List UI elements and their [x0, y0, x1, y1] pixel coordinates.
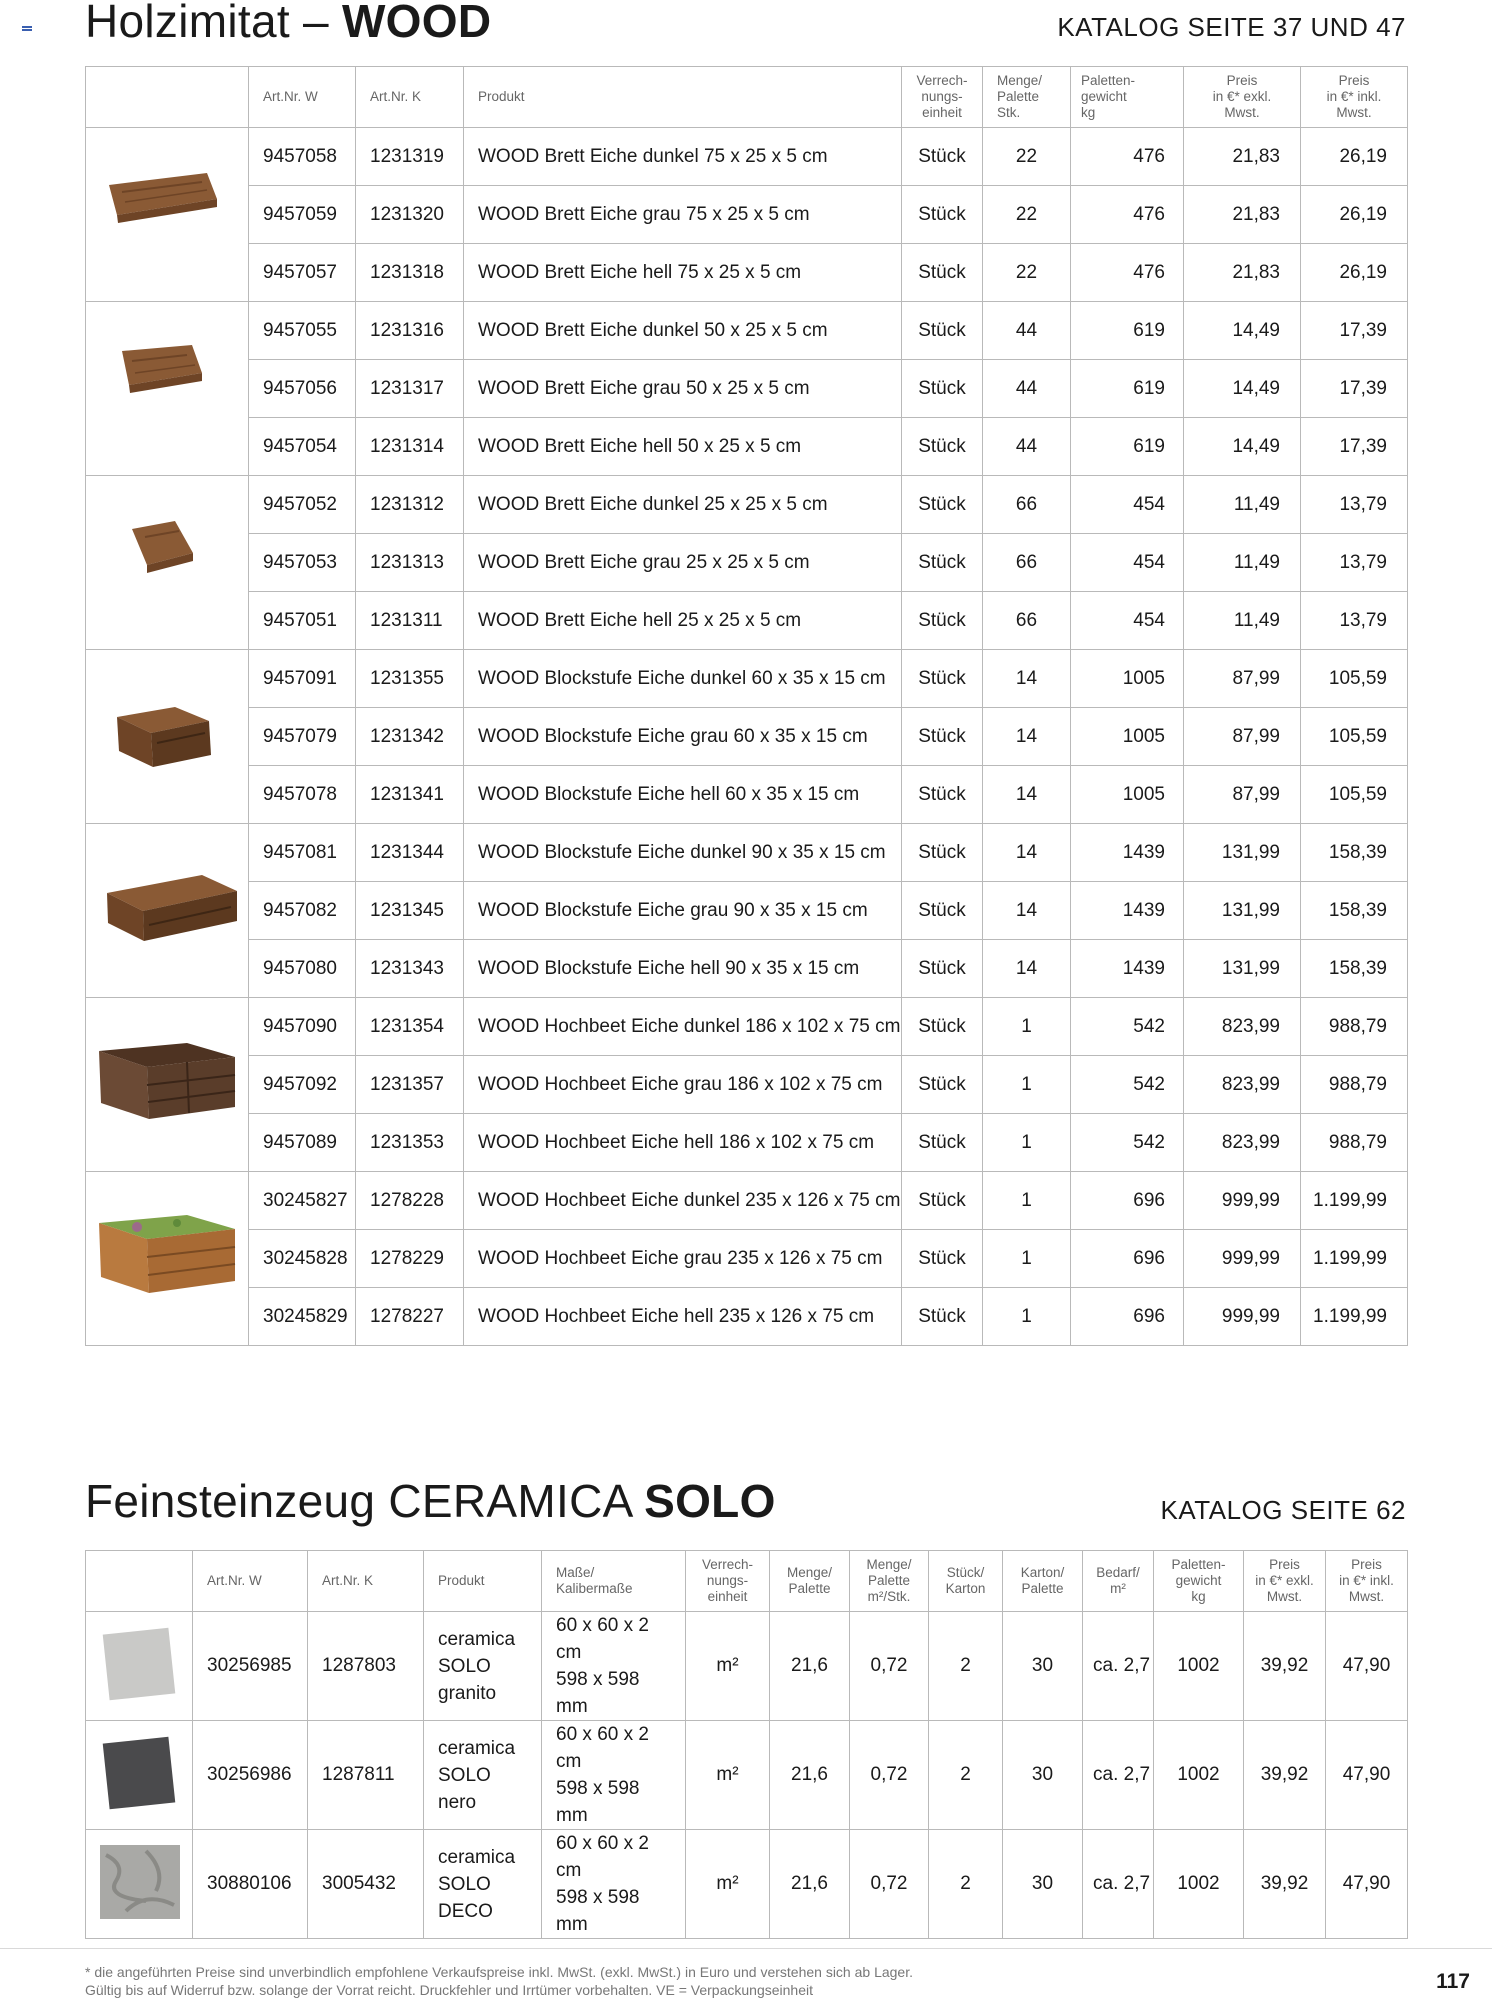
cell-menge: 66 — [983, 476, 1071, 534]
cell-ve: m² — [686, 1830, 770, 1939]
cell-art-k: 1231320 — [356, 186, 464, 244]
cell-produkt: WOOD Hochbeet Eiche dunkel 186 x 102 x 75 cm — [464, 998, 902, 1056]
product-image-cell — [86, 128, 249, 302]
cell-art-k: 1231344 — [356, 824, 464, 882]
cell-gewicht: 542 — [1071, 1114, 1184, 1172]
cell-ve: Stück — [902, 882, 983, 940]
cell-preis-exkl: 131,99 — [1184, 882, 1301, 940]
header-produkt: Produkt — [464, 67, 902, 128]
cell-produkt: WOOD Brett Eiche grau 75 x 25 x 5 cm — [464, 186, 902, 244]
cell-art-k: 1231318 — [356, 244, 464, 302]
cell-art-w: 9457051 — [249, 592, 356, 650]
cell-produkt: ceramica SOLO nero — [424, 1721, 542, 1830]
solo-header-row — [86, 1551, 1408, 1612]
cell-ve: Stück — [902, 766, 983, 824]
cell-art-w: 9457052 — [249, 476, 356, 534]
cell-art-k: 1278228 — [356, 1172, 464, 1230]
cell-preis-exkl: 87,99 — [1184, 708, 1301, 766]
header-preis-exkl: Preis in €* exkl. Mwst. — [1184, 67, 1301, 128]
cell-preis-exkl: 11,49 — [1184, 592, 1301, 650]
product-image-cell — [86, 1172, 249, 1346]
cell-ve: Stück — [902, 708, 983, 766]
cell-ve: Stück — [902, 940, 983, 998]
cell-ve: Stück — [902, 1288, 983, 1346]
cell-produkt: WOOD Brett Eiche dunkel 75 x 25 x 5 cm — [464, 128, 902, 186]
cell-menge: 66 — [983, 534, 1071, 592]
cell-art-k: 1287811 — [308, 1721, 424, 1830]
cell-art-w: 9457082 — [249, 882, 356, 940]
cell-preis-exkl: 39,92 — [1244, 1612, 1326, 1721]
cell-preis-inkl: 26,19 — [1301, 186, 1408, 244]
cell-ve: Stück — [902, 244, 983, 302]
header-masse: Maße/ Kalibermaße — [542, 1551, 686, 1612]
cell-stueck-karton: 2 — [929, 1612, 1003, 1721]
table-row — [86, 534, 1408, 592]
footnote — [85, 1963, 913, 1999]
cell-produkt: WOOD Blockstufe Eiche dunkel 60 x 35 x 15 cm — [464, 650, 902, 708]
cell-stueck-karton: 2 — [929, 1721, 1003, 1830]
header-art-k: Art.Nr. K — [308, 1551, 424, 1612]
table-row — [86, 302, 1408, 360]
cell-art-k: 1231312 — [356, 476, 464, 534]
brett-50-photo — [87, 311, 247, 461]
cell-art-k: 1231354 — [356, 998, 464, 1056]
cell-gewicht: 619 — [1071, 302, 1184, 360]
header-preis-inkl: Preis in €* inkl. Mwst. — [1301, 67, 1408, 128]
cell-menge: 66 — [983, 592, 1071, 650]
product-image-cell — [86, 824, 249, 998]
cell-art-k: 1231317 — [356, 360, 464, 418]
cell-preis-inkl: 17,39 — [1301, 302, 1408, 360]
cell-gewicht: 476 — [1071, 244, 1184, 302]
table-row — [86, 592, 1408, 650]
table-row — [86, 940, 1408, 998]
cell-produkt: WOOD Blockstufe Eiche hell 60 x 35 x 15 cm — [464, 766, 902, 824]
cell-art-w: 9457055 — [249, 302, 356, 360]
table-row — [86, 882, 1408, 940]
cell-preis-exkl: 999,99 — [1184, 1288, 1301, 1346]
product-image-cell — [86, 476, 249, 650]
cell-art-w: 9457089 — [249, 1114, 356, 1172]
product-image-cell — [86, 1612, 193, 1721]
blockstufe-90-photo — [87, 833, 247, 983]
cell-art-k: 1231313 — [356, 534, 464, 592]
blockstufe-60-photo — [87, 659, 247, 809]
cell-ve: Stück — [902, 998, 983, 1056]
cell-menge: 22 — [983, 186, 1071, 244]
cell-menge: 14 — [983, 650, 1071, 708]
footnote-line-1: * die angeführten Preise sind unverbindlich empfohlene Verkaufspreise inkl. MwSt. (exkl. MwSt.) in Euro und verstehen sich ab Lager. — [85, 1964, 913, 1980]
cell-karton-palette: 30 — [1003, 1830, 1083, 1939]
cell-preis-exkl: 14,49 — [1184, 302, 1301, 360]
cell-preis-exkl: 999,99 — [1184, 1172, 1301, 1230]
cell-ve: Stück — [902, 128, 983, 186]
cell-art-k: 1231341 — [356, 766, 464, 824]
table-row — [86, 1288, 1408, 1346]
cell-ve: m² — [686, 1721, 770, 1830]
cell-preis-inkl: 988,79 — [1301, 1056, 1408, 1114]
cell-menge: 22 — [983, 244, 1071, 302]
cell-preis-exkl: 823,99 — [1184, 1114, 1301, 1172]
header-ve: Verrech- nungs- einheit — [686, 1551, 770, 1612]
cell-gewicht: 1002 — [1154, 1612, 1244, 1721]
cell-gewicht: 1002 — [1154, 1830, 1244, 1939]
cell-bedarf: ca. 2,7 — [1083, 1721, 1154, 1830]
header-stueck-karton: Stück/ Karton — [929, 1551, 1003, 1612]
cell-preis-exkl: 21,83 — [1184, 128, 1301, 186]
cell-art-k: 1231357 — [356, 1056, 464, 1114]
header-art-w: Art.Nr. W — [193, 1551, 308, 1612]
cell-menge-m2: 0,72 — [850, 1830, 929, 1939]
cell-ve: Stück — [902, 1230, 983, 1288]
cell-art-w: 9457054 — [249, 418, 356, 476]
cell-menge: 1 — [983, 1114, 1071, 1172]
cell-preis-inkl: 158,39 — [1301, 824, 1408, 882]
table-row — [86, 766, 1408, 824]
cell-preis-exkl: 39,92 — [1244, 1830, 1326, 1939]
table-row — [86, 360, 1408, 418]
cell-art-k: 1231343 — [356, 940, 464, 998]
cell-preis-inkl: 13,79 — [1301, 534, 1408, 592]
header-bedarf: Bedarf/ m² — [1083, 1551, 1154, 1612]
cell-art-w: 30245829 — [249, 1288, 356, 1346]
header-preis-exkl: Preis in €* exkl. Mwst. — [1244, 1551, 1326, 1612]
brett-75-photo — [87, 137, 247, 287]
cell-preis-inkl: 158,39 — [1301, 882, 1408, 940]
cell-preis-inkl: 17,39 — [1301, 360, 1408, 418]
cell-menge: 21,6 — [770, 1830, 850, 1939]
table-row — [86, 1830, 1408, 1939]
page-number: 117 — [1436, 1970, 1470, 1993]
cell-preis-inkl: 105,59 — [1301, 650, 1408, 708]
header-produkt: Produkt — [424, 1551, 542, 1612]
header-image — [86, 67, 249, 128]
cell-masse: 60 x 60 x 2 cm 598 x 598 mm — [542, 1830, 686, 1939]
cell-preis-exkl: 823,99 — [1184, 998, 1301, 1056]
cell-art-w: 9457056 — [249, 360, 356, 418]
cell-menge: 21,6 — [770, 1612, 850, 1721]
cell-preis-inkl: 17,39 — [1301, 418, 1408, 476]
cell-menge: 14 — [983, 940, 1071, 998]
cell-gewicht: 1005 — [1071, 766, 1184, 824]
cell-menge: 14 — [983, 708, 1071, 766]
cell-produkt: WOOD Hochbeet Eiche grau 235 x 126 x 75 cm — [464, 1230, 902, 1288]
wood-header-row — [86, 67, 1408, 128]
cell-art-k: 1231353 — [356, 1114, 464, 1172]
table-row — [86, 1114, 1408, 1172]
table-row — [86, 244, 1408, 302]
cell-gewicht: 476 — [1071, 186, 1184, 244]
cell-art-w: 9457091 — [249, 650, 356, 708]
hochbeet-186-photo — [87, 1007, 247, 1157]
cell-art-w: 9457092 — [249, 1056, 356, 1114]
cell-art-k: 1231345 — [356, 882, 464, 940]
solo-product-table — [85, 1550, 1408, 1939]
table-row — [86, 1230, 1408, 1288]
cell-gewicht: 619 — [1071, 360, 1184, 418]
cell-gewicht: 619 — [1071, 418, 1184, 476]
cell-ve: Stück — [902, 418, 983, 476]
cell-art-k: 1287803 — [308, 1612, 424, 1721]
cell-preis-exkl: 131,99 — [1184, 940, 1301, 998]
cell-art-w: 30256985 — [193, 1612, 308, 1721]
cell-ve: Stück — [902, 1114, 983, 1172]
brett-25-photo — [87, 485, 247, 635]
cell-menge-m2: 0,72 — [850, 1612, 929, 1721]
cell-preis-exkl: 11,49 — [1184, 476, 1301, 534]
cell-masse: 60 x 60 x 2 cm 598 x 598 mm — [542, 1612, 686, 1721]
cell-gewicht: 454 — [1071, 534, 1184, 592]
cell-preis-inkl: 47,90 — [1326, 1830, 1408, 1939]
cell-preis-exkl: 21,83 — [1184, 186, 1301, 244]
cell-menge-m2: 0,72 — [850, 1721, 929, 1830]
cell-preis-inkl: 158,39 — [1301, 940, 1408, 998]
cell-ve: Stück — [902, 476, 983, 534]
cell-produkt: ceramica SOLO granito — [424, 1612, 542, 1721]
cell-preis-inkl: 1.199,99 — [1301, 1230, 1408, 1288]
tile-nero-swatch — [86, 1722, 192, 1822]
cell-produkt: WOOD Blockstufe Eiche hell 90 x 35 x 15 cm — [464, 940, 902, 998]
cell-gewicht: 1439 — [1071, 882, 1184, 940]
cell-preis-inkl: 1.199,99 — [1301, 1288, 1408, 1346]
cell-menge: 14 — [983, 824, 1071, 882]
cell-art-w: 9457080 — [249, 940, 356, 998]
cell-menge: 1 — [983, 1230, 1071, 1288]
cell-ve: m² — [686, 1612, 770, 1721]
cell-preis-exkl: 999,99 — [1184, 1230, 1301, 1288]
cell-produkt: ceramica SOLO DECO — [424, 1830, 542, 1939]
table-row — [86, 650, 1408, 708]
header-art-k: Art.Nr. K — [356, 67, 464, 128]
cell-menge: 1 — [983, 1172, 1071, 1230]
cell-menge: 1 — [983, 1288, 1071, 1346]
cell-gewicht: 1002 — [1154, 1721, 1244, 1830]
product-image-cell — [86, 650, 249, 824]
header-karton-palette: Karton/ Palette — [1003, 1551, 1083, 1612]
cell-produkt: WOOD Hochbeet Eiche dunkel 235 x 126 x 75 cm — [464, 1172, 902, 1230]
table-row — [86, 824, 1408, 882]
cell-menge: 1 — [983, 998, 1071, 1056]
cell-art-w: 9457053 — [249, 534, 356, 592]
cell-gewicht: 542 — [1071, 998, 1184, 1056]
tile-granito-swatch — [86, 1613, 192, 1713]
cell-menge: 44 — [983, 418, 1071, 476]
cell-produkt: WOOD Hochbeet Eiche hell 235 x 126 x 75 cm — [464, 1288, 902, 1346]
cell-gewicht: 696 — [1071, 1172, 1184, 1230]
wood-catalog-ref: KATALOG SEITE 37 UND 47 — [1057, 12, 1406, 42]
cell-produkt: WOOD Brett Eiche hell 25 x 25 x 5 cm — [464, 592, 902, 650]
cell-gewicht: 542 — [1071, 1056, 1184, 1114]
wood-product-table — [85, 66, 1408, 1346]
cell-preis-inkl: 13,79 — [1301, 476, 1408, 534]
cell-gewicht: 1439 — [1071, 940, 1184, 998]
cell-preis-exkl: 87,99 — [1184, 766, 1301, 824]
cell-ve: Stück — [902, 302, 983, 360]
cell-art-w: 30245827 — [249, 1172, 356, 1230]
table-row — [86, 1056, 1408, 1114]
cell-ve: Stück — [902, 650, 983, 708]
cell-preis-exkl: 14,49 — [1184, 360, 1301, 418]
table-row — [86, 1172, 1408, 1230]
cell-stueck-karton: 2 — [929, 1830, 1003, 1939]
cell-bedarf: ca. 2,7 — [1083, 1612, 1154, 1721]
cell-preis-inkl: 988,79 — [1301, 1114, 1408, 1172]
table-row — [86, 1612, 1408, 1721]
menu-icon[interactable] — [22, 26, 32, 34]
header-menge: Menge/ Palette Stk. — [983, 67, 1071, 128]
cell-produkt: WOOD Brett Eiche grau 25 x 25 x 5 cm — [464, 534, 902, 592]
header-gewicht: Paletten- gewicht kg — [1071, 67, 1184, 128]
cell-gewicht: 454 — [1071, 592, 1184, 650]
cell-gewicht: 696 — [1071, 1230, 1184, 1288]
cell-gewicht: 476 — [1071, 128, 1184, 186]
cell-art-w: 30256986 — [193, 1721, 308, 1830]
cell-ve: Stück — [902, 824, 983, 882]
cell-ve: Stück — [902, 1056, 983, 1114]
cell-ve: Stück — [902, 360, 983, 418]
cell-preis-inkl: 26,19 — [1301, 128, 1408, 186]
product-image-cell — [86, 998, 249, 1172]
cell-karton-palette: 30 — [1003, 1612, 1083, 1721]
cell-art-w: 30245828 — [249, 1230, 356, 1288]
cell-art-w: 9457081 — [249, 824, 356, 882]
cell-art-w: 9457057 — [249, 244, 356, 302]
cell-preis-inkl: 47,90 — [1326, 1721, 1408, 1830]
cell-produkt: WOOD Brett Eiche grau 50 x 25 x 5 cm — [464, 360, 902, 418]
cell-menge: 44 — [983, 360, 1071, 418]
cell-ve: Stück — [902, 534, 983, 592]
hochbeet-235-photo — [87, 1181, 247, 1331]
product-image-cell — [86, 302, 249, 476]
header-ve: Verrech- nungs- einheit — [902, 67, 983, 128]
cell-produkt: WOOD Brett Eiche dunkel 25 x 25 x 5 cm — [464, 476, 902, 534]
cell-preis-inkl: 47,90 — [1326, 1612, 1408, 1721]
cell-art-k: 1278227 — [356, 1288, 464, 1346]
cell-gewicht: 1005 — [1071, 650, 1184, 708]
cell-produkt: WOOD Hochbeet Eiche grau 186 x 102 x 75 cm — [464, 1056, 902, 1114]
wood-section-title: Holzimitat – WOOD — [85, 0, 492, 47]
cell-karton-palette: 30 — [1003, 1721, 1083, 1830]
cell-preis-exkl: 131,99 — [1184, 824, 1301, 882]
solo-section-title: Feinsteinzeug CERAMICA SOLO — [85, 1475, 776, 1527]
cell-gewicht: 1439 — [1071, 824, 1184, 882]
cell-art-k: 1231355 — [356, 650, 464, 708]
header-menge: Menge/ Palette — [770, 1551, 850, 1612]
cell-ve: Stück — [902, 186, 983, 244]
cell-menge: 44 — [983, 302, 1071, 360]
cell-art-k: 1278229 — [356, 1230, 464, 1288]
cell-art-w: 30880106 — [193, 1830, 308, 1939]
cell-art-w: 9457058 — [249, 128, 356, 186]
cell-menge: 1 — [983, 1056, 1071, 1114]
cell-produkt: WOOD Brett Eiche hell 75 x 25 x 5 cm — [464, 244, 902, 302]
cell-masse: 60 x 60 x 2 cm 598 x 598 mm — [542, 1721, 686, 1830]
table-row — [86, 476, 1408, 534]
table-row — [86, 186, 1408, 244]
header-menge-m2: Menge/ Palette m²/Stk. — [850, 1551, 929, 1612]
cell-art-k: 1231319 — [356, 128, 464, 186]
header-gewicht: Paletten- gewicht kg — [1154, 1551, 1244, 1612]
table-row — [86, 418, 1408, 476]
cell-preis-exkl: 14,49 — [1184, 418, 1301, 476]
cell-art-k: 1231314 — [356, 418, 464, 476]
table-row — [86, 998, 1408, 1056]
cell-preis-exkl: 39,92 — [1244, 1721, 1326, 1830]
cell-menge: 22 — [983, 128, 1071, 186]
cell-ve: Stück — [902, 592, 983, 650]
cell-gewicht: 1005 — [1071, 708, 1184, 766]
cell-bedarf: ca. 2,7 — [1083, 1830, 1154, 1939]
cell-menge: 14 — [983, 766, 1071, 824]
cell-preis-inkl: 1.199,99 — [1301, 1172, 1408, 1230]
cell-preis-exkl: 823,99 — [1184, 1056, 1301, 1114]
cell-art-k: 1231311 — [356, 592, 464, 650]
tile-deco-swatch — [86, 1831, 192, 1931]
cell-produkt: WOOD Brett Eiche hell 50 x 25 x 5 cm — [464, 418, 902, 476]
cell-preis-inkl: 988,79 — [1301, 998, 1408, 1056]
footnote-line-2: Gültig bis auf Widerruf bzw. solange der Vorrat reicht. Druckfehler und Irrtümer vorbehalten. VE = Verpackungseinheit — [85, 1982, 813, 1998]
cell-preis-exkl: 87,99 — [1184, 650, 1301, 708]
cell-art-w: 9457090 — [249, 998, 356, 1056]
cell-art-w: 9457078 — [249, 766, 356, 824]
solo-catalog-ref: KATALOG SEITE 62 — [1160, 1495, 1406, 1525]
header-image — [86, 1551, 193, 1612]
cell-art-k: 3005432 — [308, 1830, 424, 1939]
cell-gewicht: 696 — [1071, 1288, 1184, 1346]
cell-preis-exkl: 11,49 — [1184, 534, 1301, 592]
cell-produkt: WOOD Blockstufe Eiche grau 60 x 35 x 15 cm — [464, 708, 902, 766]
product-image-cell — [86, 1721, 193, 1830]
header-preis-inkl: Preis in €* inkl. Mwst. — [1326, 1551, 1408, 1612]
cell-produkt: WOOD Hochbeet Eiche hell 186 x 102 x 75 cm — [464, 1114, 902, 1172]
cell-preis-inkl: 13,79 — [1301, 592, 1408, 650]
table-row — [86, 708, 1408, 766]
cell-produkt: WOOD Brett Eiche dunkel 50 x 25 x 5 cm — [464, 302, 902, 360]
cell-ve: Stück — [902, 1172, 983, 1230]
product-image-cell — [86, 1830, 193, 1939]
cell-art-w: 9457079 — [249, 708, 356, 766]
cell-preis-inkl: 105,59 — [1301, 766, 1408, 824]
cell-gewicht: 454 — [1071, 476, 1184, 534]
cell-art-k: 1231316 — [356, 302, 464, 360]
footer-divider — [0, 1948, 1492, 1949]
table-row — [86, 1721, 1408, 1830]
header-art-w: Art.Nr. W — [249, 67, 356, 128]
cell-produkt: WOOD Blockstufe Eiche dunkel 90 x 35 x 15 cm — [464, 824, 902, 882]
cell-preis-exkl: 21,83 — [1184, 244, 1301, 302]
cell-art-w: 9457059 — [249, 186, 356, 244]
cell-produkt: WOOD Blockstufe Eiche grau 90 x 35 x 15 cm — [464, 882, 902, 940]
table-row — [86, 128, 1408, 186]
cell-menge: 14 — [983, 882, 1071, 940]
cell-preis-inkl: 105,59 — [1301, 708, 1408, 766]
cell-art-k: 1231342 — [356, 708, 464, 766]
cell-preis-inkl: 26,19 — [1301, 244, 1408, 302]
cell-menge: 21,6 — [770, 1721, 850, 1830]
